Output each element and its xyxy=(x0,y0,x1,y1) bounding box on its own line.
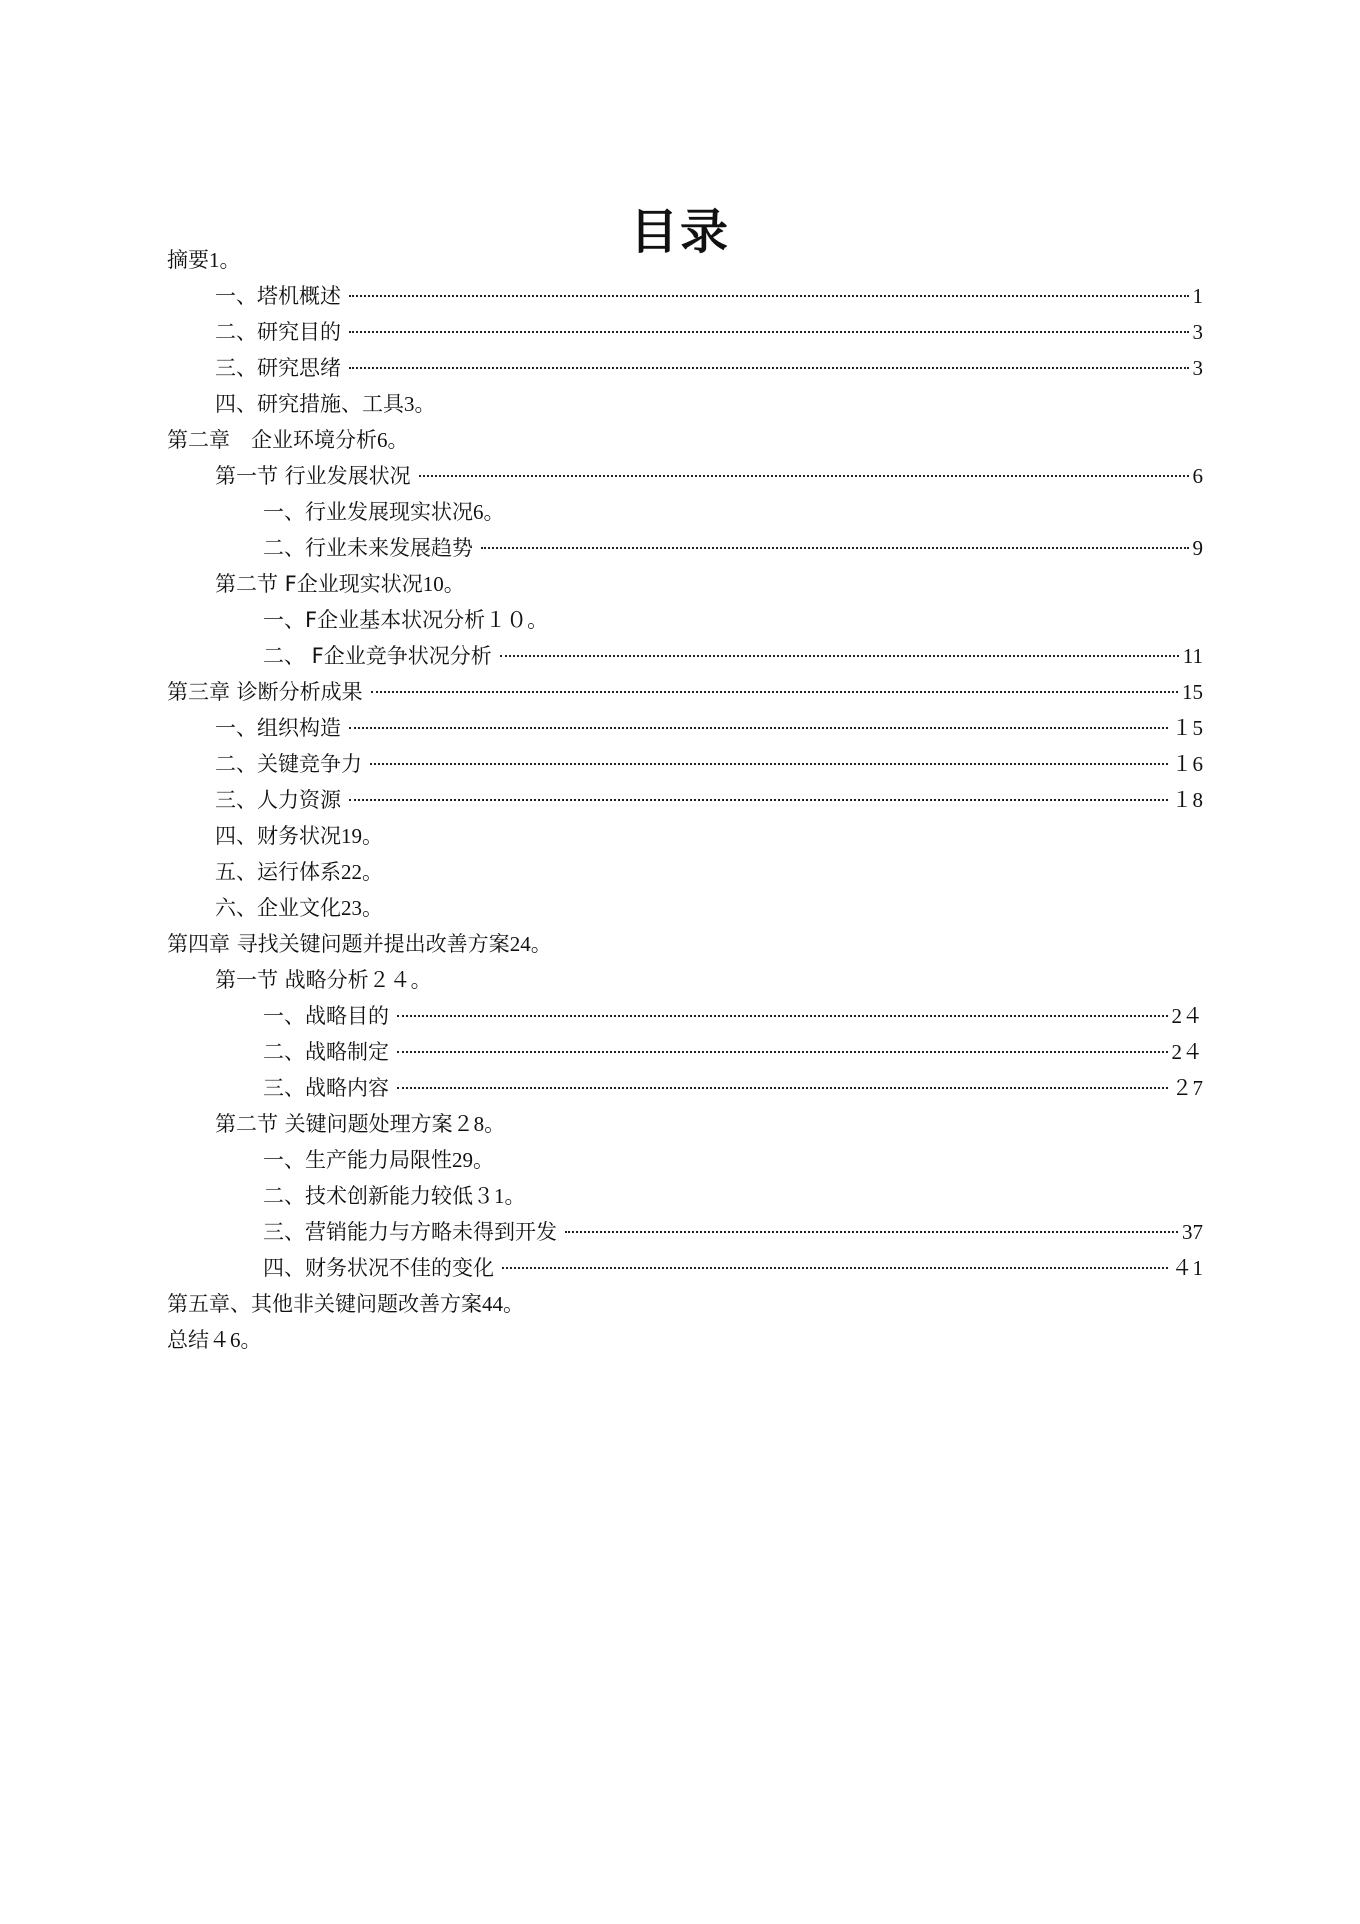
dot-leader xyxy=(371,691,1178,693)
dot-leader xyxy=(481,547,1189,549)
toc-entry-label: 第一节 战略分析 xyxy=(215,968,369,992)
toc-entry-label: 三、研究思绪 xyxy=(215,356,341,380)
dot-leader xyxy=(349,727,1168,729)
toc-entry[interactable] xyxy=(167,1286,1203,1322)
toc-entry-label: 一、组织构造 xyxy=(215,716,341,740)
toc-entry-page-number: 10。 xyxy=(422,572,465,596)
dot-leader xyxy=(397,1051,1168,1053)
toc-entry[interactable] xyxy=(167,746,1203,782)
toc-entry-label: 五、运行体系 xyxy=(215,860,341,884)
toc-entry-page-number: 11 xyxy=(1182,644,1203,668)
table-of-contents xyxy=(167,242,1203,1358)
toc-entry-page-number: ３1。 xyxy=(473,1184,526,1208)
toc-entry-label: 第三章 诊断分析成果 xyxy=(167,680,363,704)
dot-leader xyxy=(370,763,1168,765)
toc-entry[interactable] xyxy=(167,1250,1203,1286)
toc-entry-label: 三、战略内容 xyxy=(263,1076,389,1100)
toc-entry-page-number: 3。 xyxy=(404,392,436,416)
toc-entry[interactable] xyxy=(167,926,1203,962)
toc-entry-label: 一、战略目的 xyxy=(263,1004,389,1028)
toc-entry-label: 二、技术创新能力较低 xyxy=(263,1184,473,1208)
dot-leader xyxy=(349,295,1189,297)
toc-entry[interactable] xyxy=(167,1142,1203,1178)
toc-entry[interactable] xyxy=(167,710,1203,746)
toc-entry-label: 第四章 寻找关键问题并提出改善方案 xyxy=(167,932,510,956)
toc-entry-page-number: ４6。 xyxy=(209,1328,262,1352)
toc-entry-label: 二、关键竞争力 xyxy=(215,752,362,776)
toc-entry[interactable] xyxy=(167,602,1203,638)
toc-entry[interactable] xyxy=(167,242,1203,278)
page-title: 目录 xyxy=(629,204,730,261)
toc-entry[interactable] xyxy=(167,386,1203,422)
toc-entry-page-number: 6 xyxy=(1192,464,1203,488)
toc-entry-label: 第五章、其他非关键问题改善方案 xyxy=(167,1292,482,1316)
toc-entry-page-number: 9 xyxy=(1192,536,1203,560)
toc-entry-page-number: 3 xyxy=(1192,320,1203,344)
toc-entry-label: 二、 F企业竞争状况分析 xyxy=(263,644,492,668)
toc-entry-page-number: １8 xyxy=(1171,788,1203,812)
toc-entry[interactable] xyxy=(167,818,1203,854)
toc-entry-page-number: １5 xyxy=(1171,716,1203,740)
toc-entry-label: 一、行业发展现实状况 xyxy=(263,500,473,524)
toc-entry-page-number: ２４。 xyxy=(368,968,432,992)
toc-entry[interactable] xyxy=(167,350,1203,386)
toc-entry[interactable] xyxy=(167,674,1203,710)
toc-entry[interactable] xyxy=(167,998,1203,1034)
toc-entry-label: 第二节 F企业现实状况 xyxy=(215,572,423,596)
toc-entry-page-number: 15 xyxy=(1182,680,1203,704)
toc-entry-label: 四、财务状况 xyxy=(215,824,341,848)
toc-entry-page-number: 1 xyxy=(1192,284,1203,308)
toc-entry[interactable] xyxy=(167,1322,1203,1358)
toc-entry-page-number: 22。 xyxy=(341,860,383,884)
toc-entry-label: 第二章 企业环境分析 xyxy=(167,428,377,452)
toc-entry[interactable] xyxy=(167,962,1203,998)
toc-entry[interactable] xyxy=(167,314,1203,350)
toc-entry[interactable] xyxy=(167,1070,1203,1106)
toc-entry[interactable] xyxy=(167,854,1203,890)
toc-entry-label: 一、F企业基本状况分析 xyxy=(263,608,486,632)
toc-entry[interactable] xyxy=(167,494,1203,530)
toc-entry-page-number: 2４ xyxy=(1171,1040,1203,1064)
toc-entry[interactable] xyxy=(167,638,1203,674)
toc-entry-page-number: ４1 xyxy=(1171,1256,1203,1280)
toc-entry[interactable] xyxy=(167,1214,1203,1250)
toc-entry-page-number: 2４ xyxy=(1171,1004,1203,1028)
toc-entry-page-number: 29。 xyxy=(452,1148,494,1172)
toc-entry[interactable] xyxy=(167,1106,1203,1142)
toc-entry-label: 第一节 行业发展状况 xyxy=(215,464,411,488)
toc-entry[interactable] xyxy=(167,1178,1203,1214)
toc-entry-page-number: 37 xyxy=(1182,1220,1203,1244)
toc-entry[interactable] xyxy=(167,530,1203,566)
toc-entry-label: 四、财务状况不佳的变化 xyxy=(263,1256,494,1280)
toc-entry[interactable] xyxy=(167,566,1203,602)
dot-leader xyxy=(397,1015,1168,1017)
toc-entry[interactable] xyxy=(167,458,1203,494)
dot-leader xyxy=(349,367,1189,369)
toc-entry-label: 三、人力资源 xyxy=(215,788,341,812)
toc-entry-label: 摘要 xyxy=(167,248,209,272)
toc-entry-page-number: 3 xyxy=(1192,356,1203,380)
toc-entry-label: 总结 xyxy=(167,1328,209,1352)
toc-entry-page-number: ２7 xyxy=(1171,1076,1203,1100)
toc-entry-page-number: 19。 xyxy=(341,824,383,848)
toc-entry-label: 二、研究目的 xyxy=(215,320,341,344)
toc-entry-label: 一、塔机概述 xyxy=(215,284,341,308)
toc-entry-label: 二、行业未来发展趋势 xyxy=(263,536,473,560)
toc-entry-label: 四、研究措施、工具 xyxy=(215,392,404,416)
toc-entry-page-number: 44。 xyxy=(482,1292,524,1316)
toc-entry-label: 二、战略制定 xyxy=(263,1040,389,1064)
toc-entry[interactable] xyxy=(167,422,1203,458)
toc-entry-label: 三、营销能力与方略未得到开发 xyxy=(263,1220,557,1244)
toc-entry-page-number: １０。 xyxy=(485,608,549,632)
dot-leader xyxy=(397,1087,1168,1089)
toc-entry-page-number: 24。 xyxy=(509,932,552,956)
toc-entry-page-number: 23。 xyxy=(341,896,383,920)
toc-entry-page-number: 6。 xyxy=(473,500,505,524)
toc-entry[interactable] xyxy=(167,1034,1203,1070)
dot-leader xyxy=(349,799,1168,801)
toc-entry-label: 一、生产能力局限性 xyxy=(263,1148,452,1172)
toc-entry[interactable] xyxy=(167,278,1203,314)
dot-leader xyxy=(500,655,1179,657)
dot-leader xyxy=(349,331,1189,333)
toc-entry-page-number: 1。 xyxy=(209,248,241,272)
toc-entry-page-number: ２8。 xyxy=(452,1112,506,1136)
dot-leader xyxy=(565,1231,1178,1233)
toc-entry-label: 六、企业文化 xyxy=(215,896,341,920)
toc-entry[interactable] xyxy=(167,782,1203,818)
toc-entry-page-number: 6。 xyxy=(377,428,409,452)
toc-entry-page-number: １6 xyxy=(1171,752,1203,776)
dot-leader xyxy=(502,1267,1168,1269)
dot-leader xyxy=(419,475,1189,477)
toc-entry-label: 第二节 关键问题处理方案 xyxy=(215,1112,453,1136)
toc-entry[interactable] xyxy=(167,890,1203,926)
